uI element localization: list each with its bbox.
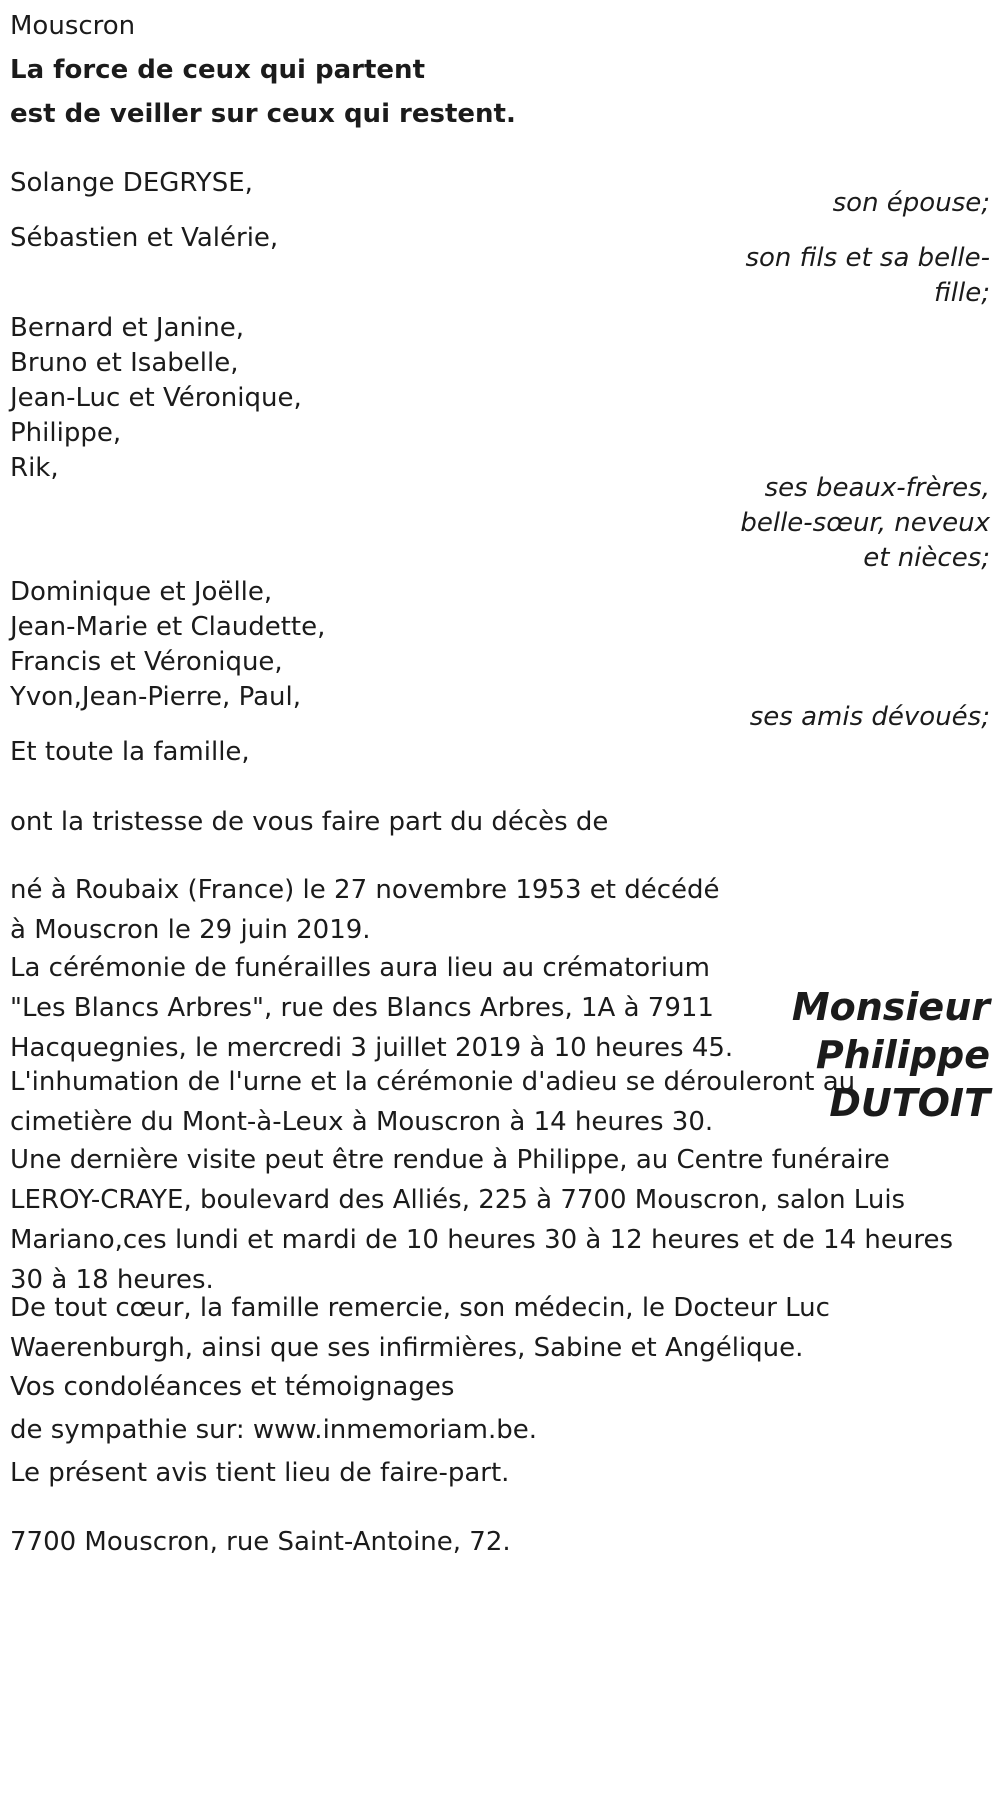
quote-line-1: La force de ceux qui partent: [10, 55, 425, 85]
deceased-title: Monsieur: [791, 985, 990, 1029]
visit-paragraph: [10, 1140, 953, 1300]
inhumation-line: L'inhumation de l'urne et la cérémonie d'adieu se dérouleront au: [10, 1067, 856, 1097]
son-relation-line-1: son fils et sa belle-: [745, 243, 990, 273]
spouse-name: Solange DEGRYSE,: [10, 168, 253, 198]
friends-relation: ses amis dévoués;: [749, 702, 990, 732]
visit-line: Une dernière visite peut être rendue à Philippe, au Centre funéraire: [10, 1145, 890, 1175]
thanks-paragraph: [10, 1288, 830, 1368]
thanks-line: Waerenburgh, ainsi que ses infirmières, Sabine et Angélique.: [10, 1333, 804, 1363]
inlaw-name: Rik,: [10, 453, 59, 483]
announcement-line: ont la tristesse de vous faire part du décès de: [10, 807, 609, 837]
address-line: 7700 Mouscron, rue Saint-Antoine, 72.: [10, 1527, 511, 1557]
friend-name: Francis et Véronique,: [10, 647, 283, 677]
son-relation-line-2: fille;: [934, 278, 990, 308]
visit-line: Mariano,ces lundi et mardi de 10 heures 30 à 12 heures et de 14 heures: [10, 1225, 954, 1255]
deceased-first-name: Philippe: [815, 1033, 990, 1077]
deceased-last-name: DUTOIT: [829, 1081, 990, 1125]
inlaw-name: Philippe,: [10, 418, 122, 448]
condolences-line-2: de sympathie sur: www.inmemoriam.be.: [10, 1415, 538, 1445]
inlaw-name: Jean-Luc et Véronique,: [10, 383, 302, 413]
son-name: Sébastien et Valérie,: [10, 223, 279, 253]
all-family-line: Et toute la famille,: [10, 737, 250, 767]
inlaw-name: Bernard et Janine,: [10, 313, 244, 343]
ceremony-line: Hacquegnies, le mercredi 3 juillet 2019 à 10 heures 45.: [10, 1033, 734, 1063]
friend-name: Jean-Marie et Claudette,: [10, 612, 326, 642]
inlaws-relation-line-2: belle-sœur, neveux: [740, 508, 990, 538]
notice-line: Le présent avis tient lieu de faire-part.: [10, 1458, 510, 1488]
inlaws-relation-line-3: et nièces;: [863, 543, 990, 573]
quote-line-2: est de veiller sur ceux qui restent.: [10, 99, 516, 129]
visit-line: 30 à 18 heures.: [10, 1265, 214, 1295]
birth-line: à Mouscron le 29 juin 2019.: [10, 915, 371, 945]
inhumation-paragraph: [10, 1062, 855, 1142]
city-label: Mouscron: [10, 11, 136, 41]
visit-line: LEROY-CRAYE, boulevard des Alliés, 225 à 7700 Mouscron, salon Luis: [10, 1185, 906, 1215]
spouse-relation: son épouse;: [832, 188, 990, 218]
ceremony-line: "Les Blancs Arbres", rue des Blancs Arbres, 1A à 7911: [10, 993, 714, 1023]
ceremony-line: La cérémonie de funérailles aura lieu au crématorium: [10, 953, 710, 983]
birth-line: né à Roubaix (France) le 27 novembre 1953 et décédé: [10, 875, 720, 905]
inlaw-name: Bruno et Isabelle,: [10, 348, 239, 378]
inlaws-relation-line-1: ses beaux-frères,: [764, 473, 990, 503]
birth-paragraph: [10, 870, 720, 950]
thanks-line: De tout cœur, la famille remercie, son médecin, le Docteur Luc: [10, 1293, 830, 1323]
condolences-line-1: Vos condoléances et témoignages: [10, 1372, 455, 1402]
friend-name: Dominique et Joëlle,: [10, 577, 273, 607]
friend-name: Yvon,Jean-Pierre, Paul,: [10, 682, 301, 712]
ceremony-paragraph: [10, 948, 733, 1068]
inhumation-line: cimetière du Mont-à-Leux à Mouscron à 14 heures 30.: [10, 1107, 714, 1137]
